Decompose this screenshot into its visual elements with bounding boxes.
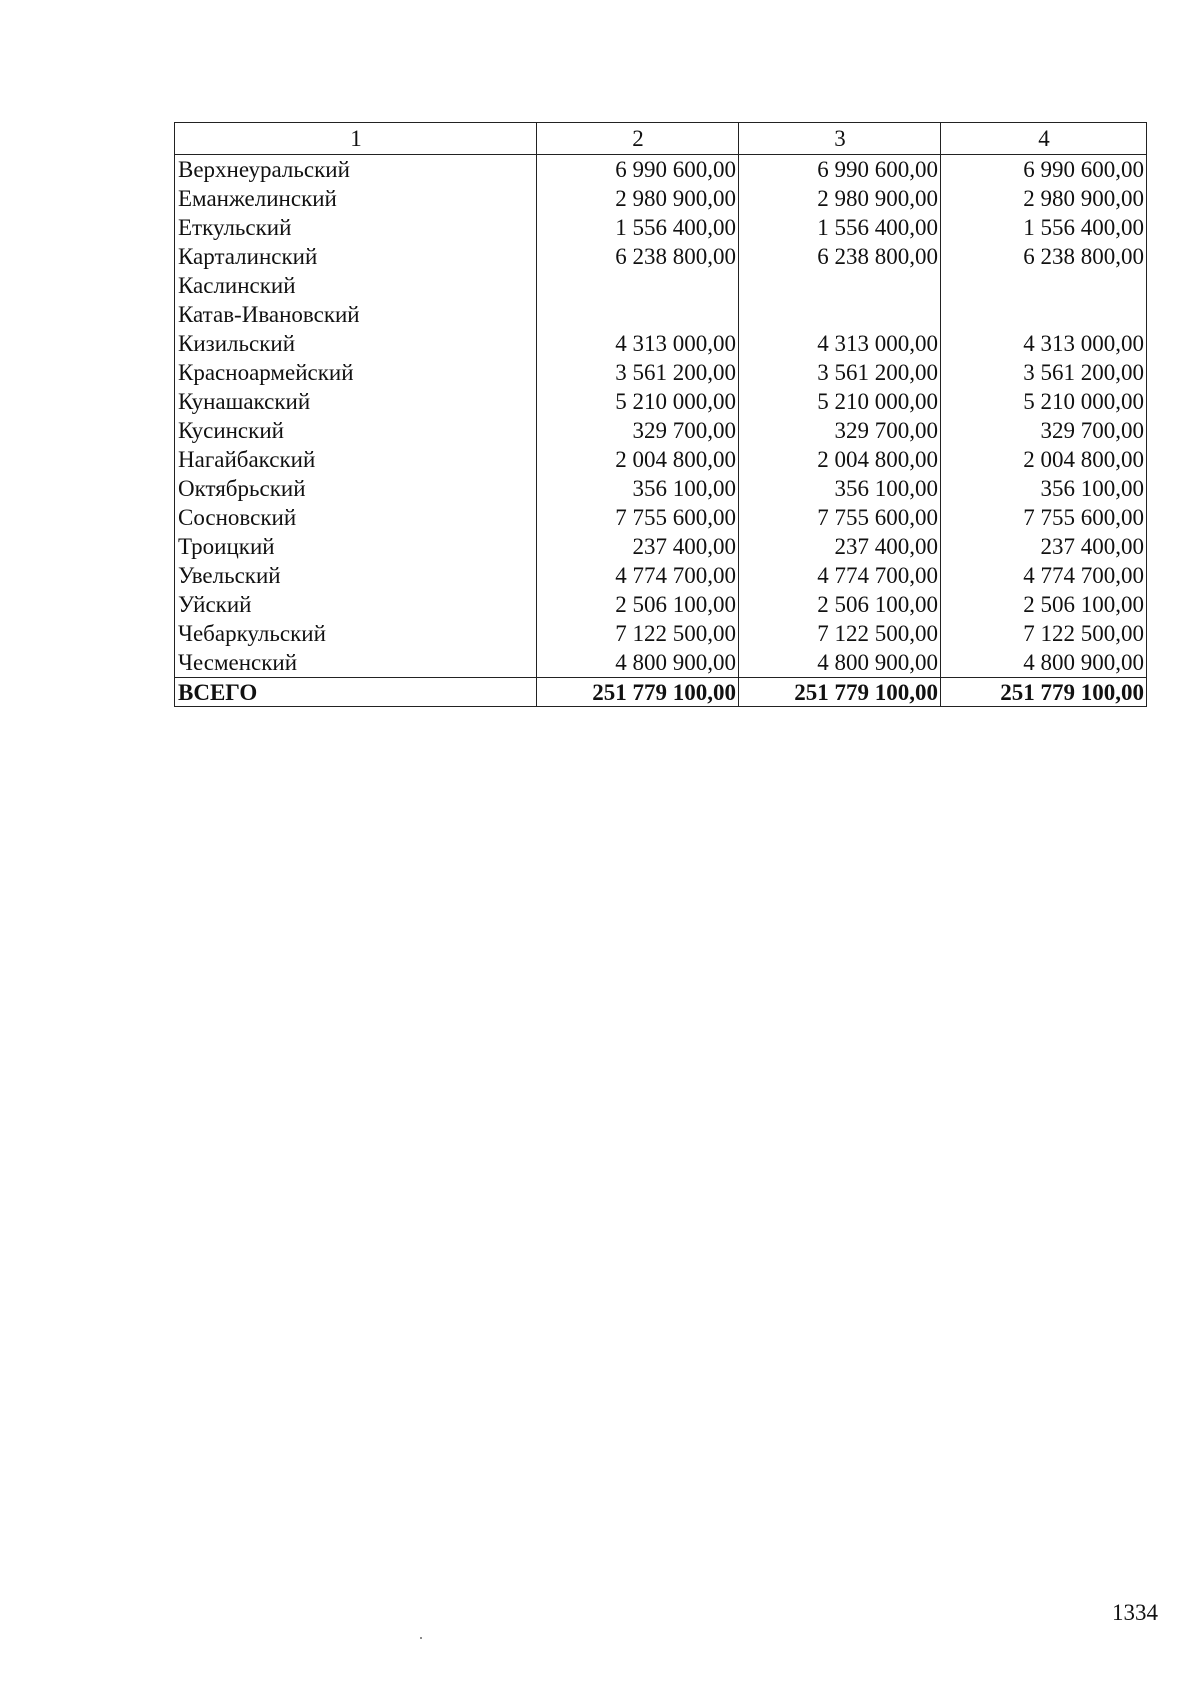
column-4-value-cell [941, 271, 1147, 300]
district-name-cell: Сосновский [175, 503, 537, 532]
table-row [175, 155, 1147, 185]
column-3-value-cell: 3 561 200,00 [739, 358, 941, 387]
column-3-value-cell: 4 800 900,00 [739, 648, 941, 678]
district-name-cell: Каслинский [175, 271, 537, 300]
column-header-1: 1 [175, 123, 537, 155]
table-row [175, 532, 1147, 561]
column-header-2: 2 [537, 123, 739, 155]
district-name-cell: Троицкий [175, 532, 537, 561]
table-row [175, 416, 1147, 445]
column-4-value-cell: 2 506 100,00 [941, 590, 1147, 619]
column-3-value-cell: 7 755 600,00 [739, 503, 941, 532]
column-4-value-cell: 2 980 900,00 [941, 184, 1147, 213]
column-4-value-cell: 5 210 000,00 [941, 387, 1147, 416]
column-3-value-cell: 329 700,00 [739, 416, 941, 445]
column-3-value-cell: 237 400,00 [739, 532, 941, 561]
district-name-cell: Октябрьский [175, 474, 537, 503]
district-name-cell: Красноармейский [175, 358, 537, 387]
column-2-value-cell: 4 313 000,00 [537, 329, 739, 358]
column-2-value-cell: 356 100,00 [537, 474, 739, 503]
column-2-value-cell: 7 122 500,00 [537, 619, 739, 648]
table-body [175, 155, 1147, 678]
column-2-value-cell: 2 004 800,00 [537, 445, 739, 474]
district-name-cell: Катав-Ивановский [175, 300, 537, 329]
column-2-value-cell: 6 238 800,00 [537, 242, 739, 271]
table-row [175, 619, 1147, 648]
column-2-value-cell: 5 210 000,00 [537, 387, 739, 416]
column-2-value-cell: 237 400,00 [537, 532, 739, 561]
column-4-value-cell: 329 700,00 [941, 416, 1147, 445]
district-name-cell: Еткульский [175, 213, 537, 242]
district-name-cell: Кизильский [175, 329, 537, 358]
column-3-value-cell: 4 313 000,00 [739, 329, 941, 358]
table-row [175, 271, 1147, 300]
column-4-value-cell [941, 300, 1147, 329]
table-row [175, 445, 1147, 474]
table-footer [175, 678, 1147, 707]
column-3-value-cell: 1 556 400,00 [739, 213, 941, 242]
district-name-cell: Чесменский [175, 648, 537, 678]
budget-table [174, 122, 1147, 707]
table-row [175, 503, 1147, 532]
column-3-value-cell: 2 980 900,00 [739, 184, 941, 213]
column-3-value-cell: 6 990 600,00 [739, 155, 941, 185]
district-name-cell: Уйский [175, 590, 537, 619]
column-header-4: 4 [941, 123, 1147, 155]
column-4-value-cell: 356 100,00 [941, 474, 1147, 503]
column-header-3: 3 [739, 123, 941, 155]
column-4-value-cell: 4 313 000,00 [941, 329, 1147, 358]
column-3-value-cell [739, 271, 941, 300]
district-name-cell: Нагайбакский [175, 445, 537, 474]
table-row [175, 648, 1147, 678]
column-3-value-cell: 5 210 000,00 [739, 387, 941, 416]
table-row [175, 184, 1147, 213]
column-2-value-cell: 4 774 700,00 [537, 561, 739, 590]
column-2-value-cell: 2 980 900,00 [537, 184, 739, 213]
column-2-value-cell: 1 556 400,00 [537, 213, 739, 242]
column-4-value-cell: 237 400,00 [941, 532, 1147, 561]
scan-speck [420, 1637, 422, 1639]
total-row [175, 678, 1147, 707]
header-row [175, 123, 1147, 155]
column-4-value-cell: 6 238 800,00 [941, 242, 1147, 271]
district-name-cell: Увельский [175, 561, 537, 590]
column-2-value-cell: 2 506 100,00 [537, 590, 739, 619]
column-4-value-cell: 7 755 600,00 [941, 503, 1147, 532]
district-name-cell: Чебаркульский [175, 619, 537, 648]
total-column-4: 251 779 100,00 [941, 678, 1147, 707]
table-row [175, 474, 1147, 503]
table-header [175, 123, 1147, 155]
district-name-cell: Карталинский [175, 242, 537, 271]
table-row [175, 387, 1147, 416]
table-row [175, 213, 1147, 242]
column-3-value-cell: 356 100,00 [739, 474, 941, 503]
table-row [175, 561, 1147, 590]
column-3-value-cell: 6 238 800,00 [739, 242, 941, 271]
table-row [175, 358, 1147, 387]
district-name-cell: Кусинский [175, 416, 537, 445]
column-4-value-cell: 4 774 700,00 [941, 561, 1147, 590]
column-3-value-cell: 7 122 500,00 [739, 619, 941, 648]
column-2-value-cell: 3 561 200,00 [537, 358, 739, 387]
column-3-value-cell: 4 774 700,00 [739, 561, 941, 590]
column-3-value-cell: 2 506 100,00 [739, 590, 941, 619]
district-name-cell: Еманжелинский [175, 184, 537, 213]
column-3-value-cell: 2 004 800,00 [739, 445, 941, 474]
table-row [175, 242, 1147, 271]
column-3-value-cell [739, 300, 941, 329]
column-4-value-cell: 2 004 800,00 [941, 445, 1147, 474]
total-column-2: 251 779 100,00 [537, 678, 739, 707]
column-2-value-cell [537, 271, 739, 300]
column-4-value-cell: 7 122 500,00 [941, 619, 1147, 648]
district-name-cell: Верхнеуральский [175, 155, 537, 185]
total-label: ВСЕГО [175, 678, 537, 707]
column-4-value-cell: 1 556 400,00 [941, 213, 1147, 242]
total-column-3: 251 779 100,00 [739, 678, 941, 707]
column-4-value-cell: 6 990 600,00 [941, 155, 1147, 185]
page-number: 1334 [1112, 1600, 1158, 1625]
table-row [175, 590, 1147, 619]
table-row [175, 329, 1147, 358]
column-2-value-cell: 329 700,00 [537, 416, 739, 445]
table-row [175, 300, 1147, 329]
column-2-value-cell: 6 990 600,00 [537, 155, 739, 185]
column-4-value-cell: 3 561 200,00 [941, 358, 1147, 387]
district-name-cell: Кунашакский [175, 387, 537, 416]
column-2-value-cell: 7 755 600,00 [537, 503, 739, 532]
column-4-value-cell: 4 800 900,00 [941, 648, 1147, 678]
column-2-value-cell [537, 300, 739, 329]
column-2-value-cell: 4 800 900,00 [537, 648, 739, 678]
